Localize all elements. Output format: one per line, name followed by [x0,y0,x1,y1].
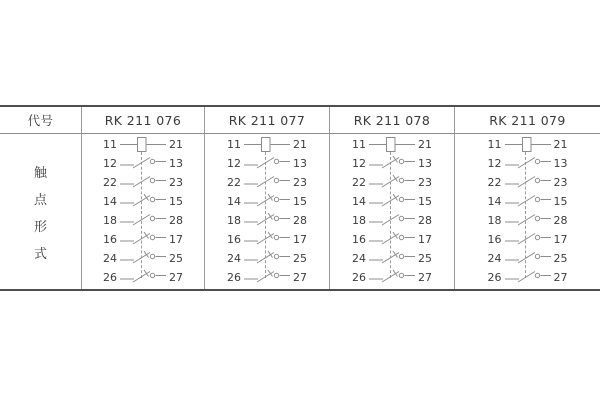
contact-row-24-25 [350,249,434,268]
terminal-number-right: 13 [169,157,183,170]
terminal-number-right: 13 [553,157,568,170]
contact-row-22-23 [486,173,570,192]
terminal-number-left: 12 [103,157,117,170]
table-header-row [0,107,600,134]
contact-row-12-13 [486,154,570,173]
terminal-number-right: 21 [293,138,307,151]
terminal-number-left: 12 [352,157,366,170]
terminal-number-left: 16 [487,233,502,246]
contact-diagram-rk211079 [455,134,600,289]
terminal-number-right: 17 [553,233,568,246]
terminal-number-left: 24 [227,252,241,265]
normally-open-contact-icon [244,154,290,173]
contact-diagram-rk211076 [82,134,205,289]
terminal-number-left: 18 [352,214,366,227]
terminal-number-right: 23 [553,176,568,189]
terminal-number-right: 17 [418,233,432,246]
terminal-number-right: 28 [169,214,183,227]
normally-closed-contact-icon [369,154,415,173]
contact-row-16-17 [225,230,309,249]
terminal-number-left: 11 [103,138,117,151]
terminal-number-right: 15 [169,195,183,208]
terminal-number-left: 11 [352,138,366,151]
terminal-number-right: 27 [169,271,183,284]
contact-row-18-28 [350,211,434,230]
normally-open-contact-icon [505,192,551,211]
contact-row-24-25 [225,249,309,268]
row-label-char: 形 [33,219,47,235]
terminal-number-left: 18 [487,214,502,227]
terminal-number-left: 22 [227,176,241,189]
contact-row-18-28 [101,211,185,230]
normally-open-contact-icon [505,154,551,173]
contact-row-22-23 [101,173,185,192]
normally-open-contact-icon [505,173,551,192]
terminal-number-left: 24 [487,252,502,265]
contact-row-11-21 [101,135,185,154]
terminal-number-right: 25 [553,252,568,265]
contact-row-11-21 [225,135,309,154]
terminal-number-right: 28 [293,214,307,227]
model-header-rk211076: RK 211 076 [82,107,205,133]
terminal-number-left: 11 [227,138,241,151]
terminal-number-left: 12 [227,157,241,170]
terminal-number-left: 26 [227,271,241,284]
terminal-number-right: 27 [553,271,568,284]
relay-coil-icon [244,135,290,154]
terminal-number-right: 15 [293,195,307,208]
normally-closed-contact-icon [244,249,290,268]
contact-row-18-28 [225,211,309,230]
contact-row-16-17 [101,230,185,249]
contact-row-12-13 [350,154,434,173]
normally-closed-contact-icon [369,192,415,211]
terminal-number-left: 14 [103,195,117,208]
terminal-number-right: 17 [169,233,183,246]
contact-row-26-27 [225,268,309,287]
terminal-number-left: 14 [352,195,366,208]
terminal-number-left: 26 [487,271,502,284]
normally-closed-contact-icon [244,192,290,211]
relay-coil-icon [369,135,415,154]
normally-open-contact-icon [120,154,166,173]
relay-coil-icon [505,135,551,154]
terminal-number-right: 25 [293,252,307,265]
model-header-rk211077: RK 211 077 [205,107,330,133]
terminal-number-right: 13 [418,157,432,170]
terminal-number-left: 22 [352,176,366,189]
contact-row-14-15 [350,192,434,211]
normally-closed-contact-icon [369,173,415,192]
contact-row-26-27 [350,268,434,287]
terminal-number-right: 15 [418,195,432,208]
normally-open-contact-icon [505,230,551,249]
normally-open-contact-icon [505,249,551,268]
normally-closed-contact-icon [120,192,166,211]
normally-open-contact-icon [505,211,551,230]
contact-row-14-15 [101,192,185,211]
terminal-number-right: 21 [169,138,183,151]
contact-row-22-23 [225,173,309,192]
normally-open-contact-icon [120,211,166,230]
normally-closed-contact-icon [120,268,166,287]
normally-closed-contact-icon [244,268,290,287]
terminal-number-right: 13 [293,157,307,170]
terminal-number-right: 23 [169,176,183,189]
terminal-number-left: 18 [103,214,117,227]
terminal-number-right: 17 [293,233,307,246]
terminal-number-right: 23 [418,176,432,189]
contact-row-14-15 [486,192,570,211]
table-body-row [0,134,600,289]
code-column-header: 代号 [0,107,82,133]
contact-row-12-13 [225,154,309,173]
normally-open-contact-icon [505,268,551,287]
terminal-number-right: 21 [553,138,568,151]
terminal-number-left: 26 [352,271,366,284]
normally-closed-contact-icon [369,268,415,287]
terminal-number-left: 24 [103,252,117,265]
terminal-number-left: 22 [103,176,117,189]
terminal-number-left: 14 [227,195,241,208]
contact-row-22-23 [350,173,434,192]
row-label-char: 触 [33,165,47,181]
contact-form-label-cell [0,134,82,289]
normally-open-contact-icon [120,173,166,192]
terminal-number-right: 28 [418,214,432,227]
normally-open-contact-icon [369,211,415,230]
normally-closed-contact-icon [120,249,166,268]
terminal-number-right: 25 [169,252,183,265]
contact-row-18-28 [486,211,570,230]
contact-row-26-27 [486,268,570,287]
normally-closed-contact-icon [369,249,415,268]
terminal-number-left: 22 [487,176,502,189]
relay-coil-icon [120,135,166,154]
terminal-number-left: 16 [103,233,117,246]
terminal-number-left: 26 [103,271,117,284]
row-label-char: 点 [33,192,47,208]
terminal-number-left: 24 [352,252,366,265]
contact-row-14-15 [225,192,309,211]
normally-closed-contact-icon [369,230,415,249]
row-label-contact-form [34,162,47,262]
terminal-number-right: 15 [553,195,568,208]
row-label-char: 式 [33,246,47,262]
terminal-number-right: 25 [418,252,432,265]
normally-closed-contact-icon [244,230,290,249]
contact-diagram-rk211077 [205,134,330,289]
contact-row-11-21 [486,135,570,154]
terminal-number-left: 16 [227,233,241,246]
terminal-number-right: 27 [293,271,307,284]
terminal-number-right: 27 [418,271,432,284]
terminal-number-right: 28 [553,214,568,227]
normally-closed-contact-icon [244,211,290,230]
terminal-number-right: 21 [418,138,432,151]
terminal-number-left: 14 [487,195,502,208]
terminal-number-left: 16 [352,233,366,246]
contact-row-26-27 [101,268,185,287]
contact-row-24-25 [486,249,570,268]
contact-row-24-25 [101,249,185,268]
contact-row-11-21 [350,135,434,154]
model-header-rk211079: RK 211 079 [489,112,566,128]
terminal-number-left: 12 [487,157,502,170]
contact-diagram-rk211078 [330,134,455,289]
normally-open-contact-icon [244,173,290,192]
contact-form-table [0,105,600,291]
terminal-number-right: 23 [293,176,307,189]
normally-closed-contact-icon [120,230,166,249]
terminal-number-left: 11 [487,138,502,151]
contact-row-16-17 [486,230,570,249]
contact-row-16-17 [350,230,434,249]
contact-row-12-13 [101,154,185,173]
terminal-number-left: 18 [227,214,241,227]
model-header-rk211078: RK 211 078 [330,107,455,133]
